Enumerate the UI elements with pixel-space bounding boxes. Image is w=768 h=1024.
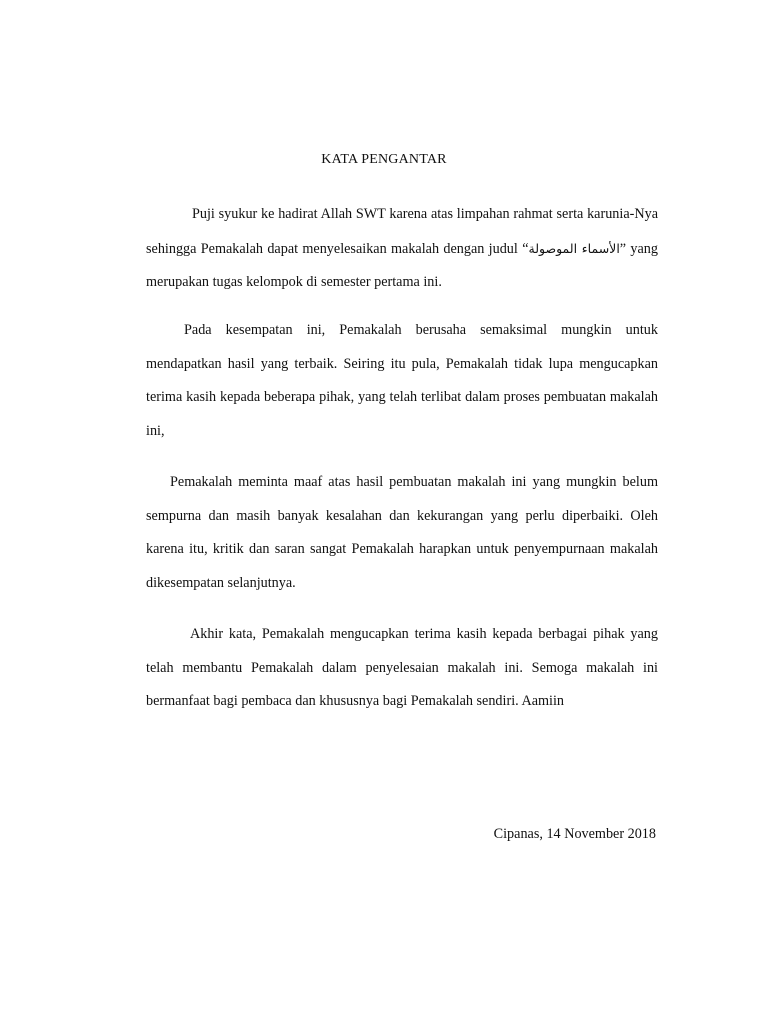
paragraph-gratitude-text: Puji syukur ke hadirat Allah SWT karena atas limpahan rahmat serta karunia-Nya sehingga Pemakalah dapat menyelesaikan makalah dengan judul (146, 206, 658, 257)
arabic-title: الأسماء الموصولة (528, 240, 620, 256)
paragraph-closing: Akhir kata, Pemakalah mengucapkan terima kasih kepada berbagai pihak yang telah membantu Pemakalah dalam penyelesaian makalah ini. Semoga makalah ini bermanfaat bagi pembaca dan khususnya bagi Pemakalah sendiri. Aamiin (146, 626, 658, 709)
paragraph-apology: Pemakalah meminta maaf atas hasil pembuatan makalah ini yang mungkin belum sempurna dan masih banyak kesalahan dan kekurangan yang perlu diperbaiki. Oleh karena itu, kritik dan saran sangat Pemakalah harapkan untuk penyempurnaan makalah dikesempatan selanjutnya. (146, 474, 658, 591)
paragraph-effort: Pada kesempatan ini, Pemakalah berusaha semaksimal mungkin untuk mendapatkan hasil yang terbaik. Seiring itu pula, Pemakalah tidak lupa mengucapkan terima kasih kepada beberapa pihak, yang telah terlibat dalam proses pembuatan makalah ini, (146, 322, 658, 439)
paragraph-gratitude (146, 198, 658, 300)
paragraph-gratitude-tail: ” yang merupakan tugas kelompok di semester pertama ini. (146, 240, 658, 290)
place-date: Cipanas, 14 November 2018 (493, 826, 656, 842)
page-title: KATA PENGANTAR (321, 152, 447, 167)
open-quote: “ (522, 240, 529, 257)
